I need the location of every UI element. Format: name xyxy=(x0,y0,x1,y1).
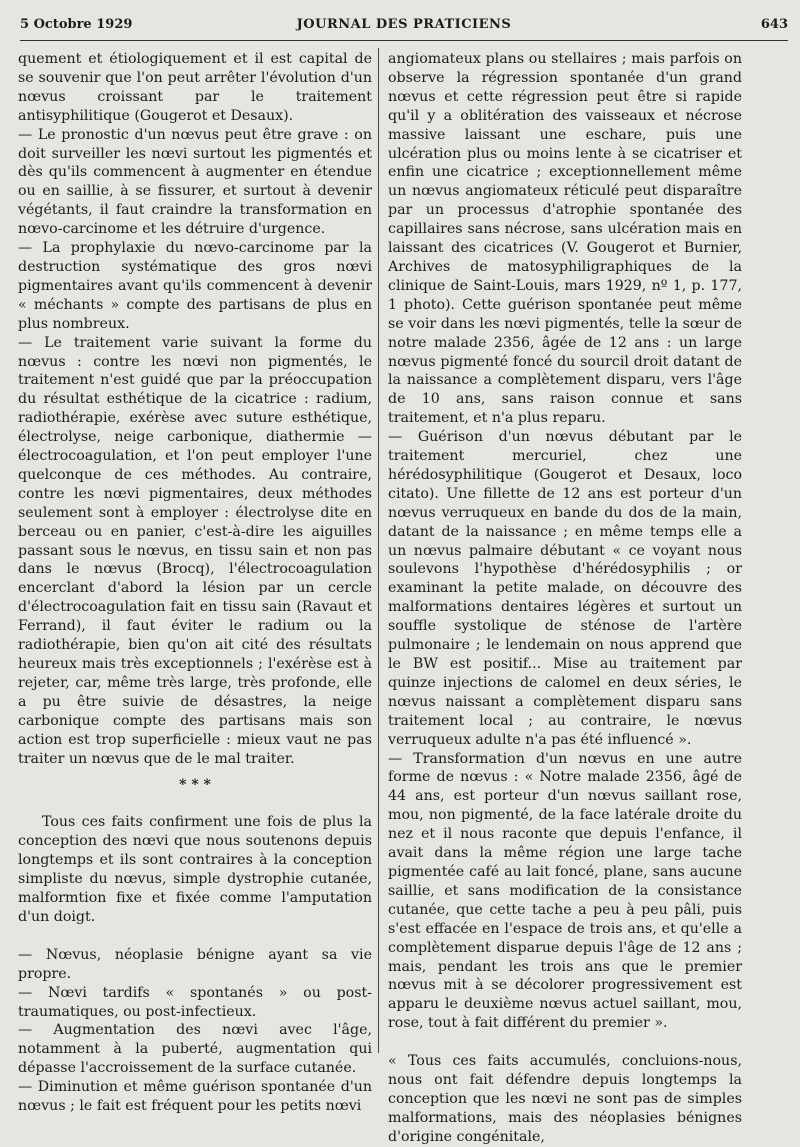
list-item: — Diminution et même guérison spontanée d'un nœvus ; le fait est fréquent pour les petits nœvi xyxy=(18,1079,372,1115)
paragraph-prophylaxis: — La prophylaxie du nœvo-carcinome par la destruction systématique des gros nœvi pigmentaires avant qu'ils commencent à devenir « méchants » compte des partisans de plus en plus nombreux. xyxy=(18,240,372,332)
paragraph-prognosis: — Le pronostic d'un nœvus peut être grave : on doit surveiller les nœvi surtout les pigmentés et dès qu'ils commencent à augmenter en étendue ou en saillie, à se fissurer, et surtout à devenir végétants, il faut craindre la transformation en nœvo-carcinome et les détruire d'urgence. xyxy=(18,126,372,238)
list-item: — Transformation d'un nœvus en une autre forme de nœvus : « Notre malade 2356, âgé de 44 ans, est porteur d'un nœvus saillant rose, mou, non pigmenté, de la face latérale droite du nez et il nous raconte que depuis l'enfance, il avait dans la même région une large tache pigmentée café au lait foncé, plane, sans aucune saillie, et sans modification de la consistance cutanée, que cette tache a peu à peu pâli, puis s'est effacée en l'espace de trois ans, et qu'elle a complètement disparue depuis l'âge de 12 ans ; mais, pendant les trois ans que le premier nœvus mit à se décolorer progressivement est apparu le deuxième nœvus actuel saillant, mou, rose, tout à fait différent du premier ». xyxy=(388,750,742,1032)
list-item: — Nœvi tardifs « spontanés » ou post-traumatiques, ou post-infectieux. xyxy=(18,984,372,1020)
list-item: — Guérison d'un nœvus débutant par le traitement mercuriel, chez une hérédosyphilitique (Gougerot et Desaux, loco citato). Une fillette de 12 ans est porteur d'un nœvus verruqueux en bande du dos de la main, datant de la naissance ; en même temps elle a un nœvus palmaire débutant « ce voyant nous soulevons l'hypothèse d'hérédosyphilis ; or examinant la petite malade, on découvre des malformations dentaires légères et surtout un souffle systolique de sténose de l'artère pulmonaire ; le lendemain on nous apprend que le BW est positif... Mise au traitement par quinze injections de calomel en deux séries, le nœvus naissant a complètement disparu sans traitement local ; au contraire, le nœvus verruqueux adulte n'a pas été influencé ». xyxy=(388,429,742,748)
paragraph: quement et étiologiquement et il est capital de se souvenir que l'on peut arrêter l'évolution d'un nœvus croissant par le traitement antisyphilitique (Gougerot et Desaux). xyxy=(18,51,372,124)
paragraph-conclusion: « Tous ces faits accumulés, concluions-nous, nous ont fait défendre depuis longtemps la conception que les nœvi ne sont pas de simples malformations, mais des néoplasies bénignes d'origine congénitale, xyxy=(388,1053,742,1145)
left-column xyxy=(18,50,372,1116)
right-column xyxy=(388,50,742,1147)
column-divider xyxy=(378,48,379,1053)
page-number: 643 xyxy=(760,17,788,32)
paragraph-summary: Tous ces faits confirment une fois de plus la conception des nœvi que nous soutenons depuis longtemps et ils sont contraires à la conception simpliste du nœvus, simple dystrophie cutanée, malformtion fixe et fixée comme l'amputation d'un doigt. xyxy=(18,814,372,925)
list-item: — Augmentation des nœvi avec l'âge, notamment à la puberté, augmentation qui dépasse l'accroissement de la surface cutanée. xyxy=(18,1022,372,1077)
header-date: 5 Octobre 1929 xyxy=(20,17,133,32)
asterism: * * * xyxy=(179,777,211,794)
page-header xyxy=(20,16,788,41)
paragraph: angiomateux plans ou stellaires ; mais parfois on observe la régression spontanée d'un grand nœvus et cette régression peut être si rapide qu'il y a oblitération des vaisseaux et nécrose massive laissant une eschare, puis une ulcération plus ou moins lente à se cicatriser et enfin une cicatrice ; exceptionnellement même un nœvus angiomateux réticulé peut disparaître par un processus d'atrophie spontanée des capillaires sans nécrose, sans ulcération mais en laissant des cicatrices (V. Gougerot et Burnier, Archives de matosyphiligraphiques de la clinique de Saint-Louis, mars 1929, nº 1, p. 177, 1 photo). Cette guérison spontanée peut même se voir dans les nœvi pigmentés, telle la sœur de notre malade 2356, âgée de 12 ans : un large nœvus pigmenté foncé du sourcil droit datant de la naissance a complètement disparu, vers l'âge de 10 ans, sans raison connue et sans traitement, et n'a plus reparu. xyxy=(388,51,742,427)
journal-title: JOURNAL DES PRATICIENS xyxy=(296,17,512,32)
paragraph-treatment: — Le traitement varie suivant la forme du nœvus : contre les nœvi non pigmentés, le traitement n'est guidé que par la préoccupation du résultat esthétique de la cicatrice : radium, radiothérapie, exérèse avec suture esthétique, électrolyse, neige carbonique, diathermie — électrocoagulation, et l'on peut employer l'une quelconque de ces méthodes. Au contraire, contre les nœvi pigmentaires, deux méthodes seulement sont à employer : électrolyse dite en berceau ou en panier, c'est-à-dire les aiguilles passant sous le nœvus, en tissu sain et non pas dans le nœvus (Brocq), l'électrocoagulation encerclant d'abord la lésion par un cercle d'électrocoagulation fait en tissu sain (Ravaut et Ferrand), il faut éviter le radium ou la radiothérapie, bien qu'on ait cité des résultats heureux mais très exceptionnels ; l'exérèse est à rejeter, car, même très large, très profonde, elle a pu être suivie de désastres, la neige carbonique compte des partisans mais son action est trop superficielle : mieux vaut ne pas traiter un nœvus que de le mal traiter. xyxy=(18,334,372,767)
list-item: — Nœvus, néoplasie bénigne ayant sa vie propre. xyxy=(18,946,372,982)
